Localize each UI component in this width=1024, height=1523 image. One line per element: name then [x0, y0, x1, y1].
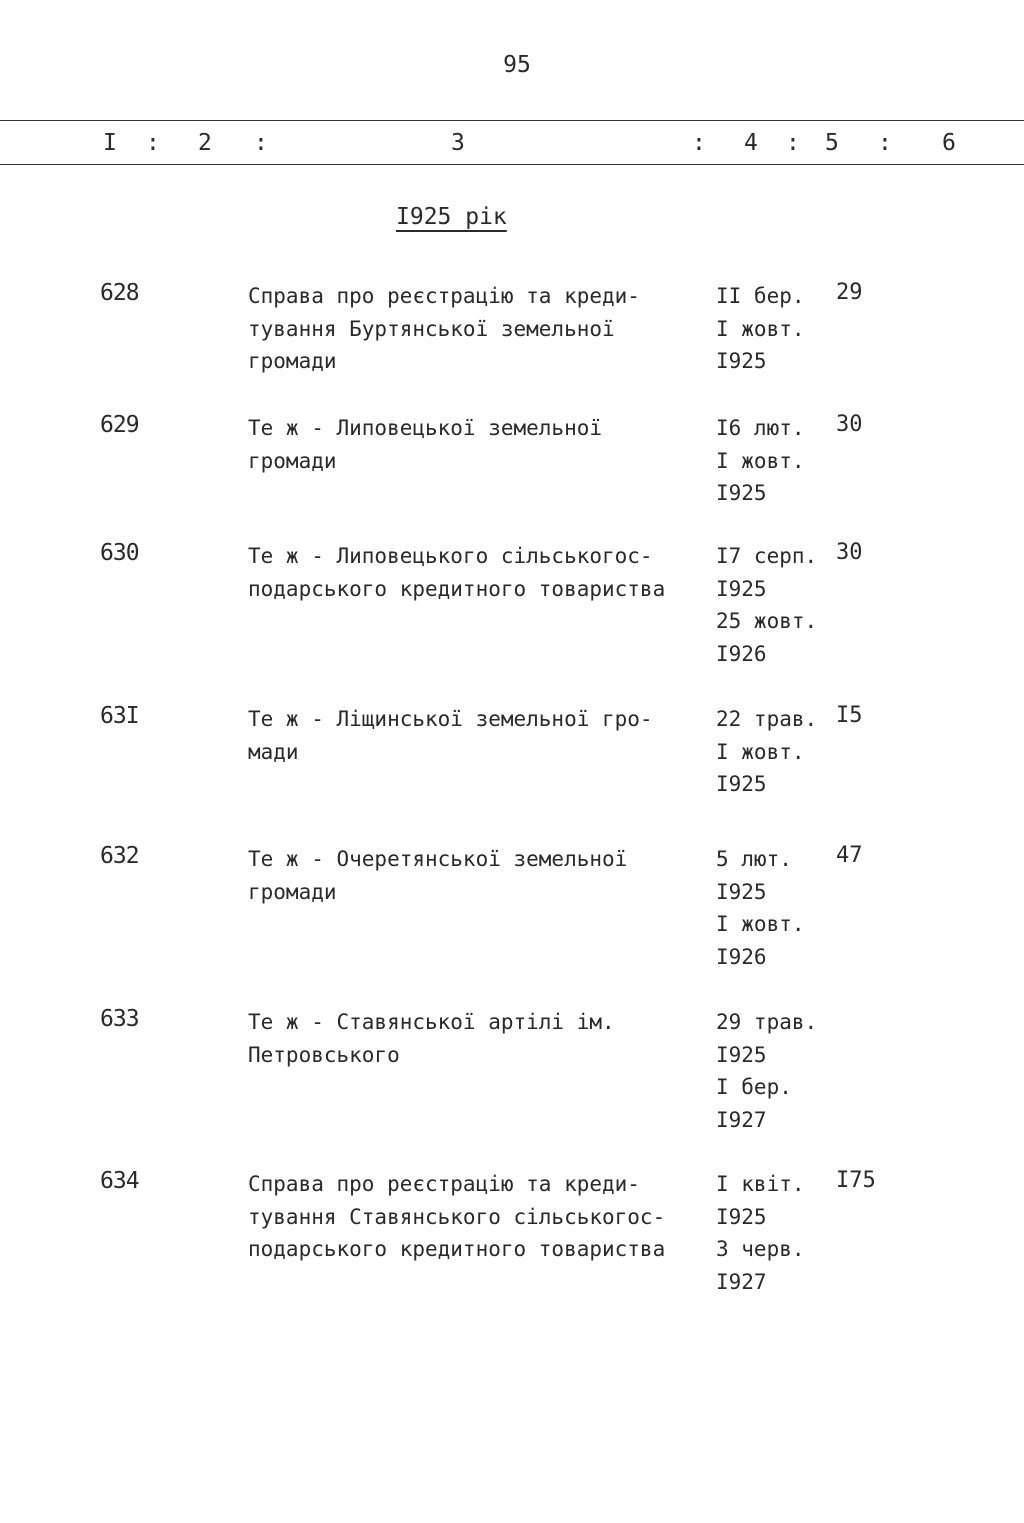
- header-rule-bottom: [0, 164, 1024, 165]
- entry-sheet-count: I75: [836, 1168, 876, 1193]
- date-line: I927: [716, 1269, 767, 1294]
- entry-number: 629: [100, 412, 139, 438]
- entry-description: [248, 843, 698, 908]
- date-line: I925: [716, 1042, 767, 1067]
- entry-sheet-count: 29: [836, 280, 863, 305]
- description-line: Те ж - Ставянської артілі ім.: [248, 1010, 615, 1034]
- column-separator: :: [878, 130, 892, 156]
- date-line: 5 лют.: [716, 847, 792, 871]
- date-line: I925: [716, 576, 767, 601]
- date-line: I жовт.: [716, 912, 805, 936]
- entry-dates: [716, 1006, 836, 1136]
- entry-number: 628: [100, 280, 139, 306]
- date-line: I925: [716, 1204, 767, 1229]
- entry-description: [248, 280, 698, 378]
- entry-description: [248, 1168, 698, 1266]
- description-line: Те ж - Липовецької земельної: [248, 416, 603, 440]
- year-heading: I925 рік: [396, 204, 507, 230]
- column-header-1: I: [103, 130, 117, 156]
- date-line: I жовт.: [716, 448, 805, 473]
- description-line: подарського кредитного товариства: [248, 576, 666, 601]
- entry-number: 632: [100, 843, 139, 869]
- column-separator: :: [786, 130, 800, 156]
- description-line: Те ж - Очеретянської земельної: [248, 847, 628, 871]
- date-line: I7 серп.: [716, 544, 818, 568]
- date-line: 3 черв.: [716, 1237, 805, 1261]
- description-line: громади: [248, 349, 337, 373]
- column-separator: :: [254, 130, 268, 156]
- entry-description: [248, 703, 698, 768]
- description-line: громади: [248, 448, 337, 473]
- entry-description: [248, 1006, 698, 1071]
- description-line: тування Ставянського сільськогос-: [248, 1204, 666, 1229]
- entry-number: 634: [100, 1168, 139, 1194]
- column-header-2: 2: [198, 130, 212, 156]
- header-rule-top: [0, 120, 1024, 121]
- date-line: I жовт.: [716, 739, 805, 764]
- entry-number: 63I: [100, 703, 139, 729]
- entry-sheet-count: I5: [836, 703, 863, 728]
- date-line: II бер.: [716, 284, 805, 308]
- description-line: мади: [248, 739, 299, 764]
- date-line: I жовт.: [716, 316, 805, 341]
- description-line: Справа про реєстрацію та креди-: [248, 1172, 640, 1196]
- column-separator: :: [146, 130, 160, 156]
- description-line: тування Буртянської земельної: [248, 316, 615, 341]
- entry-number: 630: [100, 540, 139, 566]
- entry-description: [248, 540, 698, 605]
- entry-sheet-count: 47: [836, 843, 863, 868]
- column-header-4: 4: [744, 130, 758, 156]
- page-number: 95: [503, 52, 531, 78]
- date-line: I925: [716, 349, 767, 373]
- date-line: I бер.: [716, 1075, 792, 1099]
- date-line: I926: [716, 641, 767, 666]
- entry-dates: [716, 412, 836, 510]
- entry-dates: [716, 280, 836, 378]
- date-line: I925: [716, 481, 767, 505]
- date-line: I925: [716, 772, 767, 796]
- description-line: Петровського: [248, 1042, 400, 1067]
- description-line: громади: [248, 879, 337, 904]
- date-line: 22 трав.: [716, 707, 818, 731]
- description-line: Те ж - Липовецького сільськогос-: [248, 544, 653, 568]
- description-line: подарського кредитного товариства: [248, 1237, 666, 1261]
- entry-dates: [716, 540, 836, 670]
- description-line: Справа про реєстрацію та креди-: [248, 284, 640, 308]
- date-line: I927: [716, 1107, 767, 1132]
- entry-dates: [716, 1168, 836, 1298]
- column-header-5: 5: [825, 130, 839, 156]
- entry-sheet-count: 30: [836, 412, 863, 437]
- date-line: I квіт.: [716, 1172, 805, 1196]
- description-line: Те ж - Ліщинської земельної гро-: [248, 707, 653, 731]
- date-line: I926: [716, 944, 767, 969]
- date-line: I925: [716, 879, 767, 904]
- entry-description: [248, 412, 698, 477]
- date-line: 25 жовт.: [716, 609, 818, 633]
- entry-number: 633: [100, 1006, 139, 1032]
- entry-dates: [716, 843, 836, 973]
- entry-sheet-count: 30: [836, 540, 863, 565]
- column-separator: :: [692, 130, 706, 156]
- date-line: 29 трав.: [716, 1010, 818, 1034]
- entry-dates: [716, 703, 836, 801]
- column-header-6: 6: [942, 130, 956, 156]
- date-line: I6 лют.: [716, 416, 805, 440]
- column-header-3: 3: [451, 130, 465, 156]
